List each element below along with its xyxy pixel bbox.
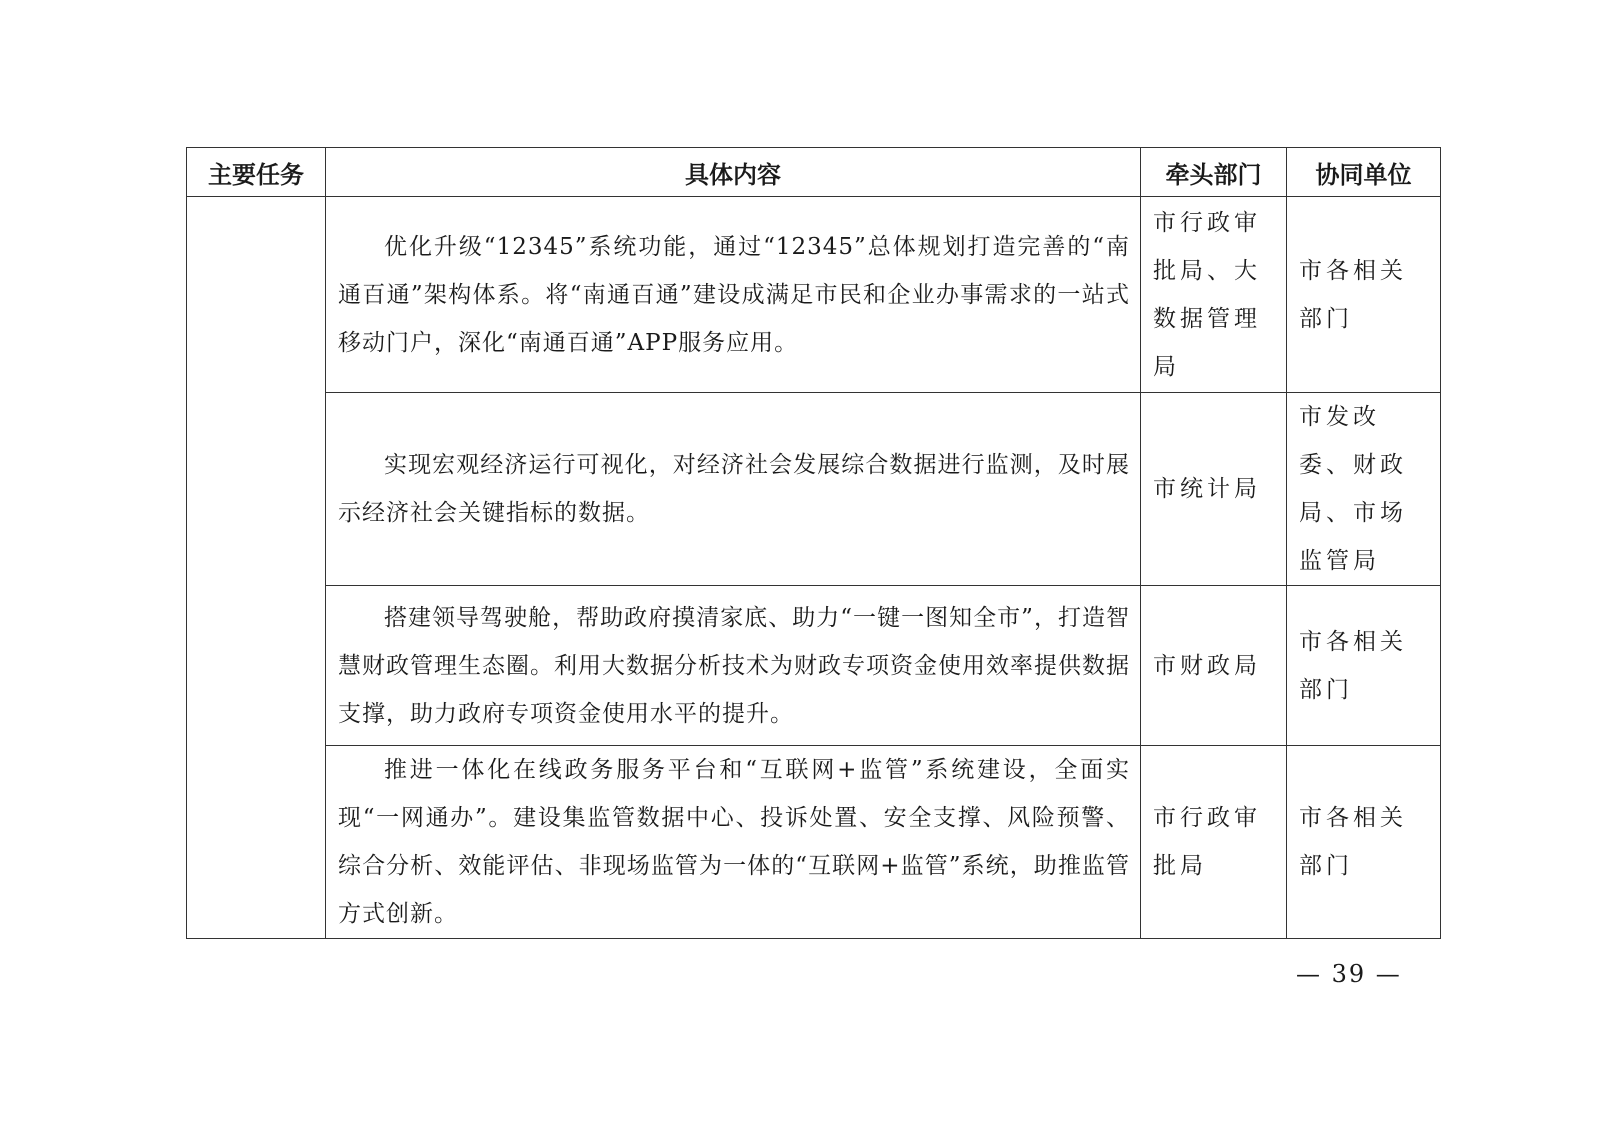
header-lead-department: 牵头部门 (1141, 148, 1287, 197)
lead-department-cell: 市行政审批局、大数据管理局 (1141, 197, 1287, 393)
main-task-cell (187, 197, 326, 939)
header-content: 具体内容 (326, 148, 1141, 197)
header-partner-units: 协同单位 (1287, 148, 1441, 197)
table-header-row (187, 148, 1441, 197)
task-table (186, 147, 1441, 939)
table-row (187, 586, 1441, 746)
header-main-task: 主要任务 (187, 148, 326, 197)
table-row (187, 393, 1441, 586)
content-cell: 搭建领导驾驶舱，帮助政府摸清家底、助力“一键一图知全市”，打造智慧财政管理生态圈。利用大数据分析技术为财政专项资金使用效率提供数据支撑，助力政府专项资金使用水平的提升。 (326, 586, 1141, 746)
partner-units-cell: 市各相关部门 (1287, 197, 1441, 393)
partner-units-cell: 市发改委、财政局、市场监管局 (1287, 393, 1441, 586)
table-row (187, 746, 1441, 939)
lead-department-cell: 市行政审批局 (1141, 746, 1287, 939)
partner-units-cell: 市各相关部门 (1287, 746, 1441, 939)
content-cell: 推进一体化在线政务服务平台和“互联网+监管”系统建设，全面实现“一网通办”。建设集监管数据中心、投诉处置、安全支撑、风险预警、综合分析、效能评估、非现场监管为一体的“互联网+监管”系统，助推监管方式创新。 (326, 746, 1141, 939)
lead-department-cell: 市统计局 (1141, 393, 1287, 586)
partner-units-cell: 市各相关部门 (1287, 586, 1441, 746)
content-cell: 实现宏观经济运行可视化，对经济社会发展综合数据进行监测，及时展示经济社会关键指标的数据。 (326, 393, 1141, 586)
lead-department-cell: 市财政局 (1141, 586, 1287, 746)
table-row (187, 197, 1441, 393)
content-cell: 优化升级“12345”系统功能，通过“12345”总体规划打造完善的“南通百通”架构体系。将“南通百通”建设成满足市民和企业办事需求的一站式移动门户，深化“南通百通”APP服务应用。 (326, 197, 1141, 393)
page-number: — 39 — (1296, 960, 1402, 988)
